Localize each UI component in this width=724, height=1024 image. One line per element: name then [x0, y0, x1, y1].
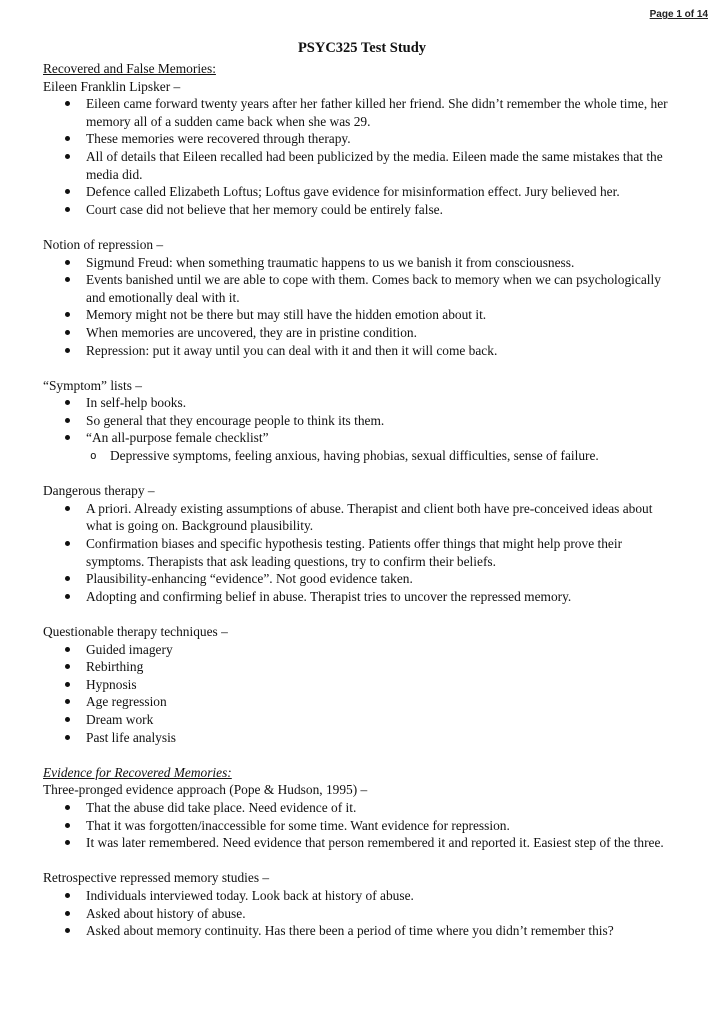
bullet-list-techniques	[43, 641, 679, 747]
bullet-list-retrospective	[43, 887, 679, 940]
list-item: Defence called Elizabeth Loftus; Loftus gave evidence for misinformation effect. Jury believed her.	[43, 183, 679, 201]
list-item: It was later remembered. Need evidence that person remembered it and reported it. Easiest step of the three.	[43, 834, 679, 852]
list-item: Individuals interviewed today. Look back at history of abuse.	[43, 887, 679, 905]
list-item: So general that they encourage people to think its them.	[43, 412, 679, 430]
list-item: All of details that Eileen recalled had been publicized by the media. Eileen made the same mistakes that the media did.	[43, 148, 679, 183]
list-item: Age regression	[43, 693, 679, 711]
list-item: These memories were recovered through therapy.	[43, 130, 679, 148]
list-item: “An all-purpose female checklist”	[43, 429, 679, 447]
list-item: Events banished until we are able to cope with them. Comes back to memory when we can psychologically and emotionally deal with it.	[43, 271, 679, 306]
list-item: Hypnosis	[43, 676, 679, 694]
list-item: Past life analysis	[43, 729, 679, 747]
sub-list-symptom	[43, 447, 679, 465]
list-item: Asked about history of abuse.	[43, 905, 679, 923]
bullet-list-three-pronged	[43, 799, 679, 852]
list-item: When memories are uncovered, they are in pristine condition.	[43, 324, 679, 342]
document-body	[43, 60, 679, 940]
list-item: Dream work	[43, 711, 679, 729]
section-heading-retrospective: Retrospective repressed memory studies –	[43, 870, 270, 886]
list-item: A priori. Already existing assumptions of abuse. Therapist and client both have pre-conceived ideas about what is going on. Background plausibility.	[43, 500, 679, 535]
section-heading-dangerous-therapy: Dangerous therapy –	[43, 483, 155, 499]
section-heading-recovered-false: Recovered and False Memories:	[43, 61, 216, 76]
list-item: Adopting and confirming belief in abuse. Therapist tries to uncover the repressed memory.	[43, 588, 679, 606]
list-item: Plausibility-enhancing “evidence”. Not good evidence taken.	[43, 570, 679, 588]
document-title: PSYC325 Test Study	[297, 40, 427, 56]
list-item: Sigmund Freud: when something traumatic happens to us we banish it from consciousness.	[43, 254, 679, 272]
section-heading-techniques: Questionable therapy techniques –	[43, 624, 228, 639]
page-number: Page 1 of 14	[649, 9, 708, 20]
sub-list-item: o Depressive symptoms, feeling anxious, having phobias, sexual difficulties, sense of failure.	[43, 447, 679, 465]
section-heading-evidence: Evidence for Recovered Memories:	[43, 764, 232, 780]
list-item: Rebirthing	[43, 658, 679, 676]
list-item: Guided imagery	[43, 641, 679, 659]
list-item: That the abuse did take place. Need evidence of it.	[43, 799, 679, 817]
list-item: Confirmation biases and specific hypothesis testing. Patients offer things that might help prove their symptoms. Therapists that ask leading questions, try to confirm their beliefs.	[43, 535, 679, 570]
section-heading-eileen: Eileen Franklin Lipsker –	[43, 78, 181, 94]
list-item: Court case did not believe that her memory could be entirely false.	[43, 201, 679, 219]
bullet-list-repression	[43, 254, 679, 360]
list-item: In self-help books.	[43, 394, 679, 412]
list-item: Repression: put it away until you can deal with it and then it will come back.	[43, 342, 679, 360]
bullet-list-eileen	[43, 95, 679, 218]
list-item: Memory might not be there but may still have the hidden emotion about it.	[43, 306, 679, 324]
bullet-list-dangerous	[43, 500, 679, 606]
list-item: That it was forgotten/inaccessible for some time. Want evidence for repression.	[43, 817, 679, 835]
list-item: Asked about memory continuity. Has there been a period of time where you didn’t remember this?	[43, 922, 679, 940]
section-heading-symptom-lists: “Symptom” lists –	[43, 377, 142, 393]
section-heading-three-pronged: Three-pronged evidence approach (Pope & Hudson, 1995) –	[43, 782, 368, 798]
list-item: Eileen came forward twenty years after her father killed her friend. She didn’t remember the whole time, her memory all of a sudden came back when she was 29.	[43, 95, 679, 130]
section-heading-repression: Notion of repression –	[43, 236, 164, 252]
bullet-list-symptom	[43, 394, 679, 447]
